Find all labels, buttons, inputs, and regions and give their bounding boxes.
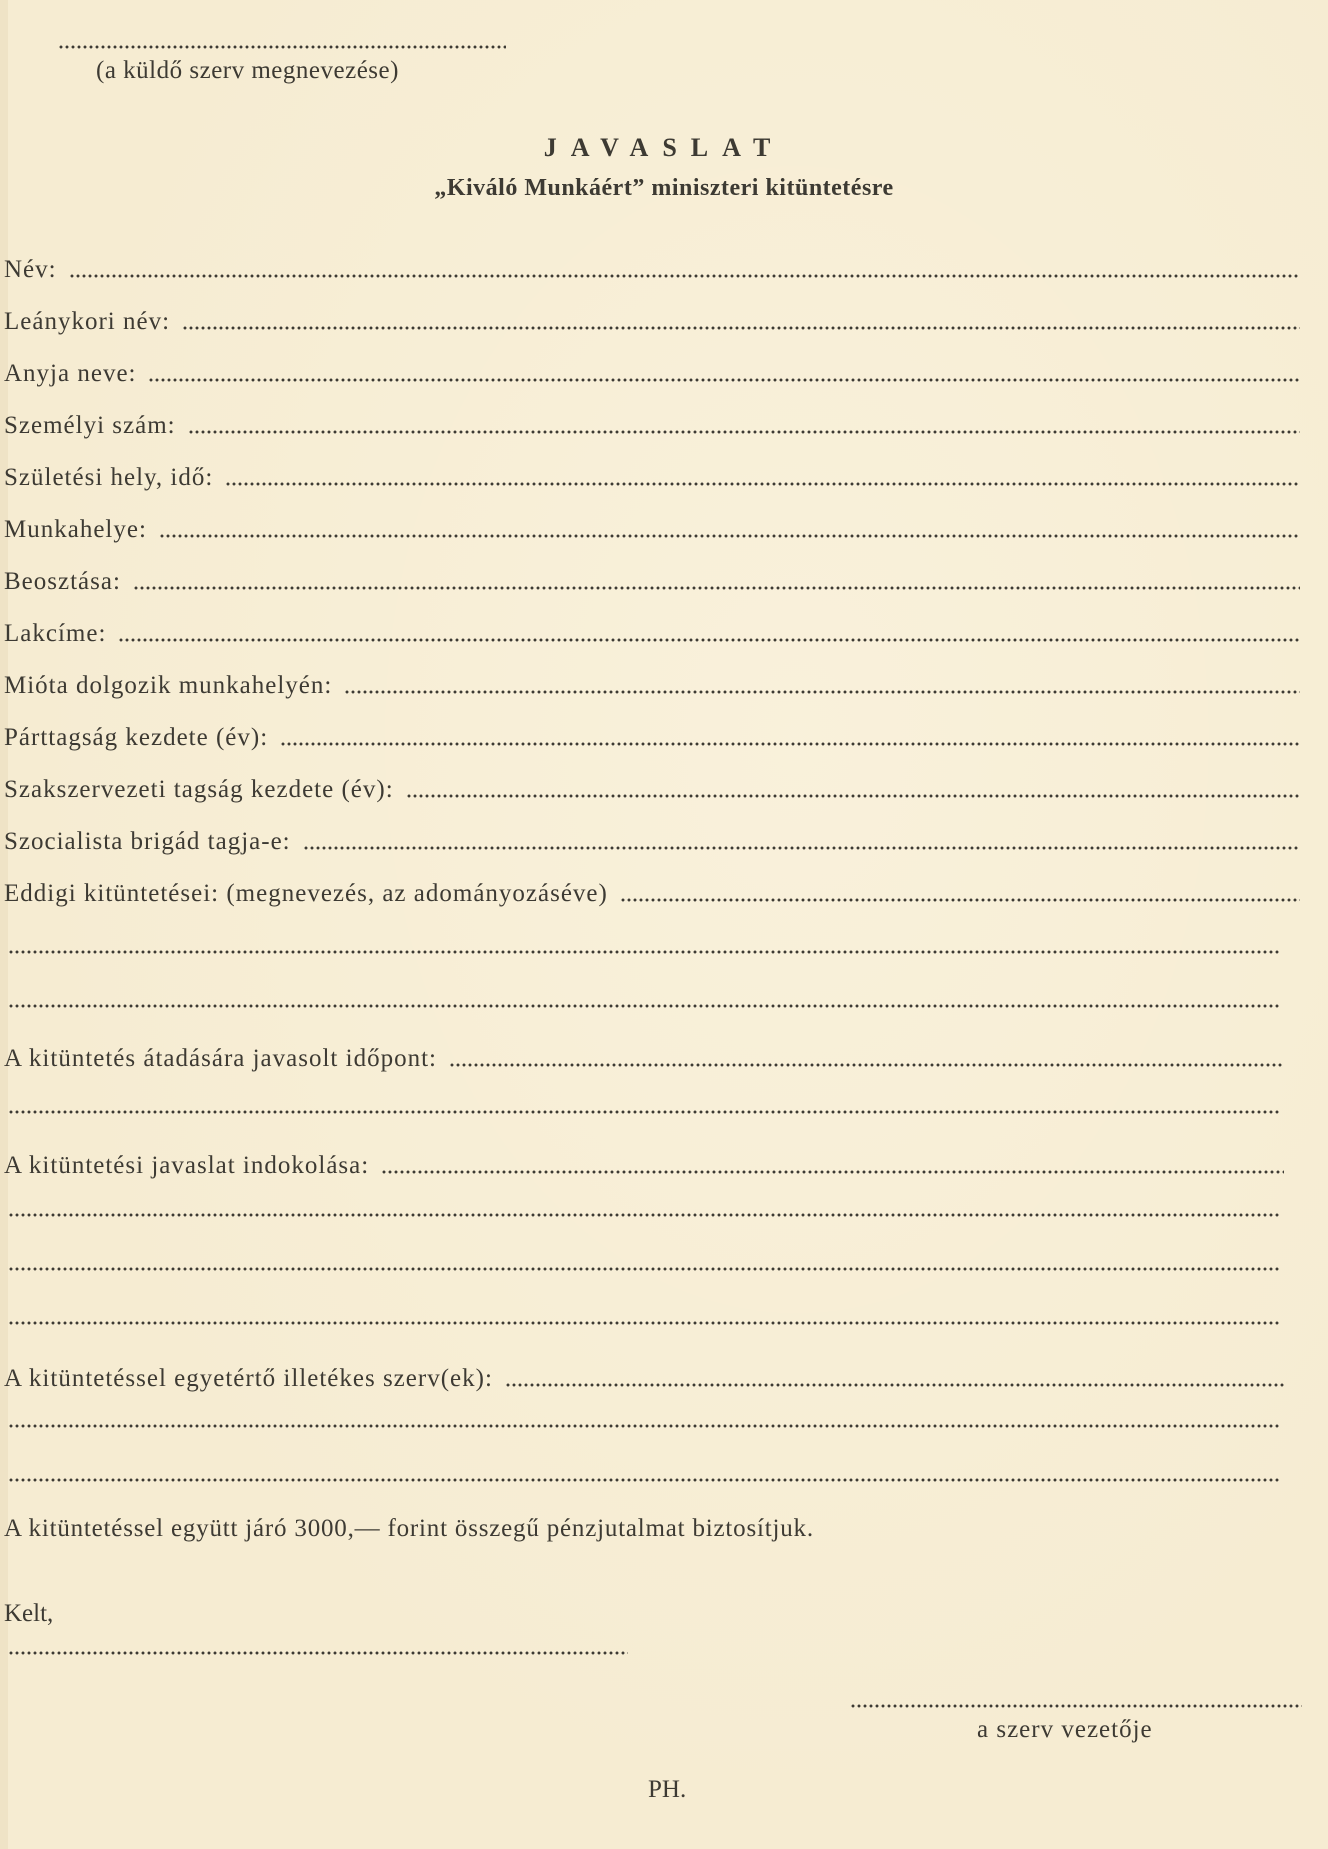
award-date-extra-line[interactable] <box>8 1110 1280 1114</box>
field-fill-line[interactable] <box>182 326 1300 330</box>
field-name <box>4 245 1300 285</box>
field-fill-line[interactable] <box>280 742 1300 746</box>
field-birth-place-date <box>4 453 1300 493</box>
field-fill-line[interactable] <box>118 638 1300 642</box>
reward-note: A kitüntetéssel együtt járó 3000,— forint összegű pénzjutalmat biztosítjuk. <box>4 1515 814 1542</box>
field-label: Párttagság kezdete (év): <box>4 724 269 751</box>
field-party-membership <box>4 713 1300 753</box>
field-label: Mióta dolgozik munkahelyén: <box>4 672 333 699</box>
justification-extra-line[interactable] <box>8 1267 1280 1271</box>
field-previous-awards <box>4 869 1300 909</box>
field-label: Eddigi kitüntetései: (megnevezés, az adományozáséve) <box>4 880 608 907</box>
field-label: A kitüntetéssel egyetértő illetékes szerv(ek): <box>4 1365 493 1392</box>
field-fill-line[interactable] <box>159 534 1300 538</box>
field-union-membership <box>4 765 1300 805</box>
field-fill-line[interactable] <box>620 898 1300 902</box>
sender-caption: (a küldő szerv megnevezése) <box>96 57 399 84</box>
field-address <box>4 609 1300 649</box>
signature-line[interactable] <box>850 1704 1302 1708</box>
field-workplace <box>4 505 1300 545</box>
field-fill-line[interactable] <box>449 1063 1284 1067</box>
field-fill-line[interactable] <box>505 1383 1284 1387</box>
field-fill-line[interactable] <box>133 586 1300 590</box>
field-label: Anyja neve: <box>4 360 137 387</box>
field-fill-line[interactable] <box>344 690 1300 694</box>
field-personal-number <box>4 401 1300 441</box>
agreeing-org-extra-line[interactable] <box>8 1478 1280 1482</box>
field-fill-line[interactable] <box>188 430 1300 434</box>
field-position <box>4 557 1300 597</box>
form-title: JAVASLAT <box>543 133 785 162</box>
kelt-date-line[interactable] <box>8 1651 628 1655</box>
field-agreeing-organization <box>4 1354 1284 1394</box>
field-label: Munkahelye: <box>4 516 147 543</box>
field-label: Név: <box>4 256 57 283</box>
field-label: Születési hely, idő: <box>4 464 214 491</box>
justification-extra-line[interactable] <box>8 1321 1280 1325</box>
field-employment-since <box>4 661 1300 701</box>
field-mother-name <box>4 349 1300 389</box>
field-fill-line[interactable] <box>406 794 1300 798</box>
field-fill-line[interactable] <box>225 482 1300 486</box>
field-label: Szocialista brigád tagja-e: <box>4 828 291 855</box>
field-award-date <box>4 1034 1284 1074</box>
field-label: A kitüntetési javaslat indokolása: <box>4 1152 370 1179</box>
field-label: Szakszervezeti tagság kezdete (év): <box>4 776 394 803</box>
field-maiden-name <box>4 297 1300 337</box>
field-label: Lakcíme: <box>4 620 107 647</box>
kelt-label: Kelt, <box>4 1600 54 1627</box>
field-fill-line[interactable] <box>303 846 1300 850</box>
form-subtitle: „Kiváló Munkáért” miniszteri kitüntetésre <box>434 175 894 201</box>
awards-extra-line[interactable] <box>8 950 1280 954</box>
sender-name-line[interactable] <box>58 45 506 49</box>
stamp-placeholder: PH. <box>648 1776 687 1803</box>
field-fill-line[interactable] <box>148 378 1300 382</box>
field-justification <box>4 1141 1284 1181</box>
field-label: Beosztása: <box>4 568 121 595</box>
field-brigade-member <box>4 817 1300 857</box>
agreeing-org-extra-line[interactable] <box>8 1424 1280 1428</box>
field-fill-line[interactable] <box>69 274 1300 278</box>
field-fill-line[interactable] <box>381 1170 1284 1174</box>
justification-extra-line[interactable] <box>8 1213 1280 1217</box>
field-label: Személyi szám: <box>4 412 176 439</box>
awards-extra-line[interactable] <box>8 1004 1280 1008</box>
field-label: Leánykori név: <box>4 308 171 335</box>
field-label: A kitüntetés átadására javasolt időpont: <box>4 1045 437 1072</box>
signature-caption: a szerv vezetője <box>977 1716 1153 1743</box>
